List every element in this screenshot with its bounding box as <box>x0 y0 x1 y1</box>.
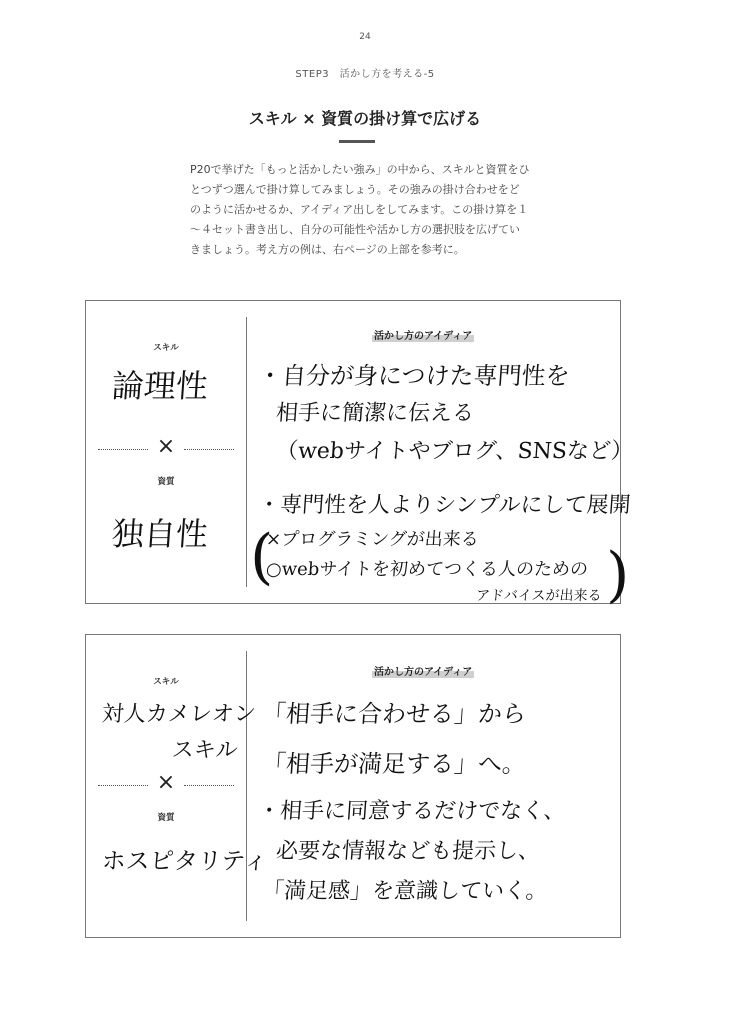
idea-line: ×プログラミングが出来る <box>265 529 480 550</box>
multiply-row <box>98 434 234 459</box>
strength-card-2 <box>85 634 621 938</box>
card-divider <box>246 651 247 921</box>
idea-line: （webサイトやブログ、SNSなど） <box>275 439 634 464</box>
idea-line: 相手に簡潔に伝える <box>275 401 475 426</box>
intro-text: P20で挙げた「もっと活かしたい強み」の中から、スキルと資質をひとつずつ選んで掛け算してみましょう。その強みの掛け合わせをどのように活かせるか、アイディア出しをしてみます。この掛け算を１～４セット書き出し、自分の可能性や活かし方の選択肢を広げていきましょう。考え方の例は、右ページの上部を参考に。 <box>190 163 530 256</box>
right-bracket: ) <box>606 540 630 610</box>
title-underline <box>339 140 375 143</box>
multiply-row <box>98 770 234 795</box>
multiply-sign: × <box>156 434 176 459</box>
skill-label: スキル <box>153 677 179 687</box>
idea-line: 「満足感」を意識していく。 <box>261 879 549 904</box>
ideas-heading: 活かし方のアイディア <box>372 327 474 342</box>
quality-value: ホスピタリティ <box>100 847 269 875</box>
strength-card-1 <box>85 300 634 610</box>
ideas-heading: 活かし方のアイディア <box>372 663 474 678</box>
idea-line: ・自分が身につけた専門性を <box>257 362 571 390</box>
page-title: スキル × 資質の掛け算で広げる <box>248 109 482 128</box>
quality-label: 資質 <box>157 813 175 823</box>
skill-label: スキル <box>153 343 179 353</box>
multiply-sign: × <box>156 770 176 795</box>
idea-line: 「相手が満足する」へ。 <box>261 750 527 778</box>
step-label: STEP3 活かし方を考える-5 <box>295 69 435 80</box>
idea-line: ・専門性を人よりシンプルにして展開 <box>257 493 632 518</box>
skill-value-line-2: スキル <box>170 738 239 763</box>
dotted-line-right <box>184 449 234 450</box>
quality-label: 資質 <box>157 477 175 487</box>
page-number: 24 <box>359 32 371 42</box>
idea-line: アドバイスが出来る <box>475 588 603 604</box>
skill-value: 論理性 <box>110 367 210 405</box>
idea-line: 必要な情報なども提示し、 <box>275 839 541 864</box>
quality-value: 独自性 <box>110 515 210 553</box>
idea-line: ・相手に同意するだけでなく、 <box>257 799 567 824</box>
skill-value: 対人カメレオン <box>100 702 257 727</box>
idea-line: ○webサイトを初めてつくる人のための <box>265 559 589 580</box>
idea-line: 「相手に合わせる」から <box>261 700 527 728</box>
card-divider <box>246 317 247 587</box>
dotted-line-right <box>184 785 234 786</box>
left-bracket: ( <box>250 522 274 592</box>
